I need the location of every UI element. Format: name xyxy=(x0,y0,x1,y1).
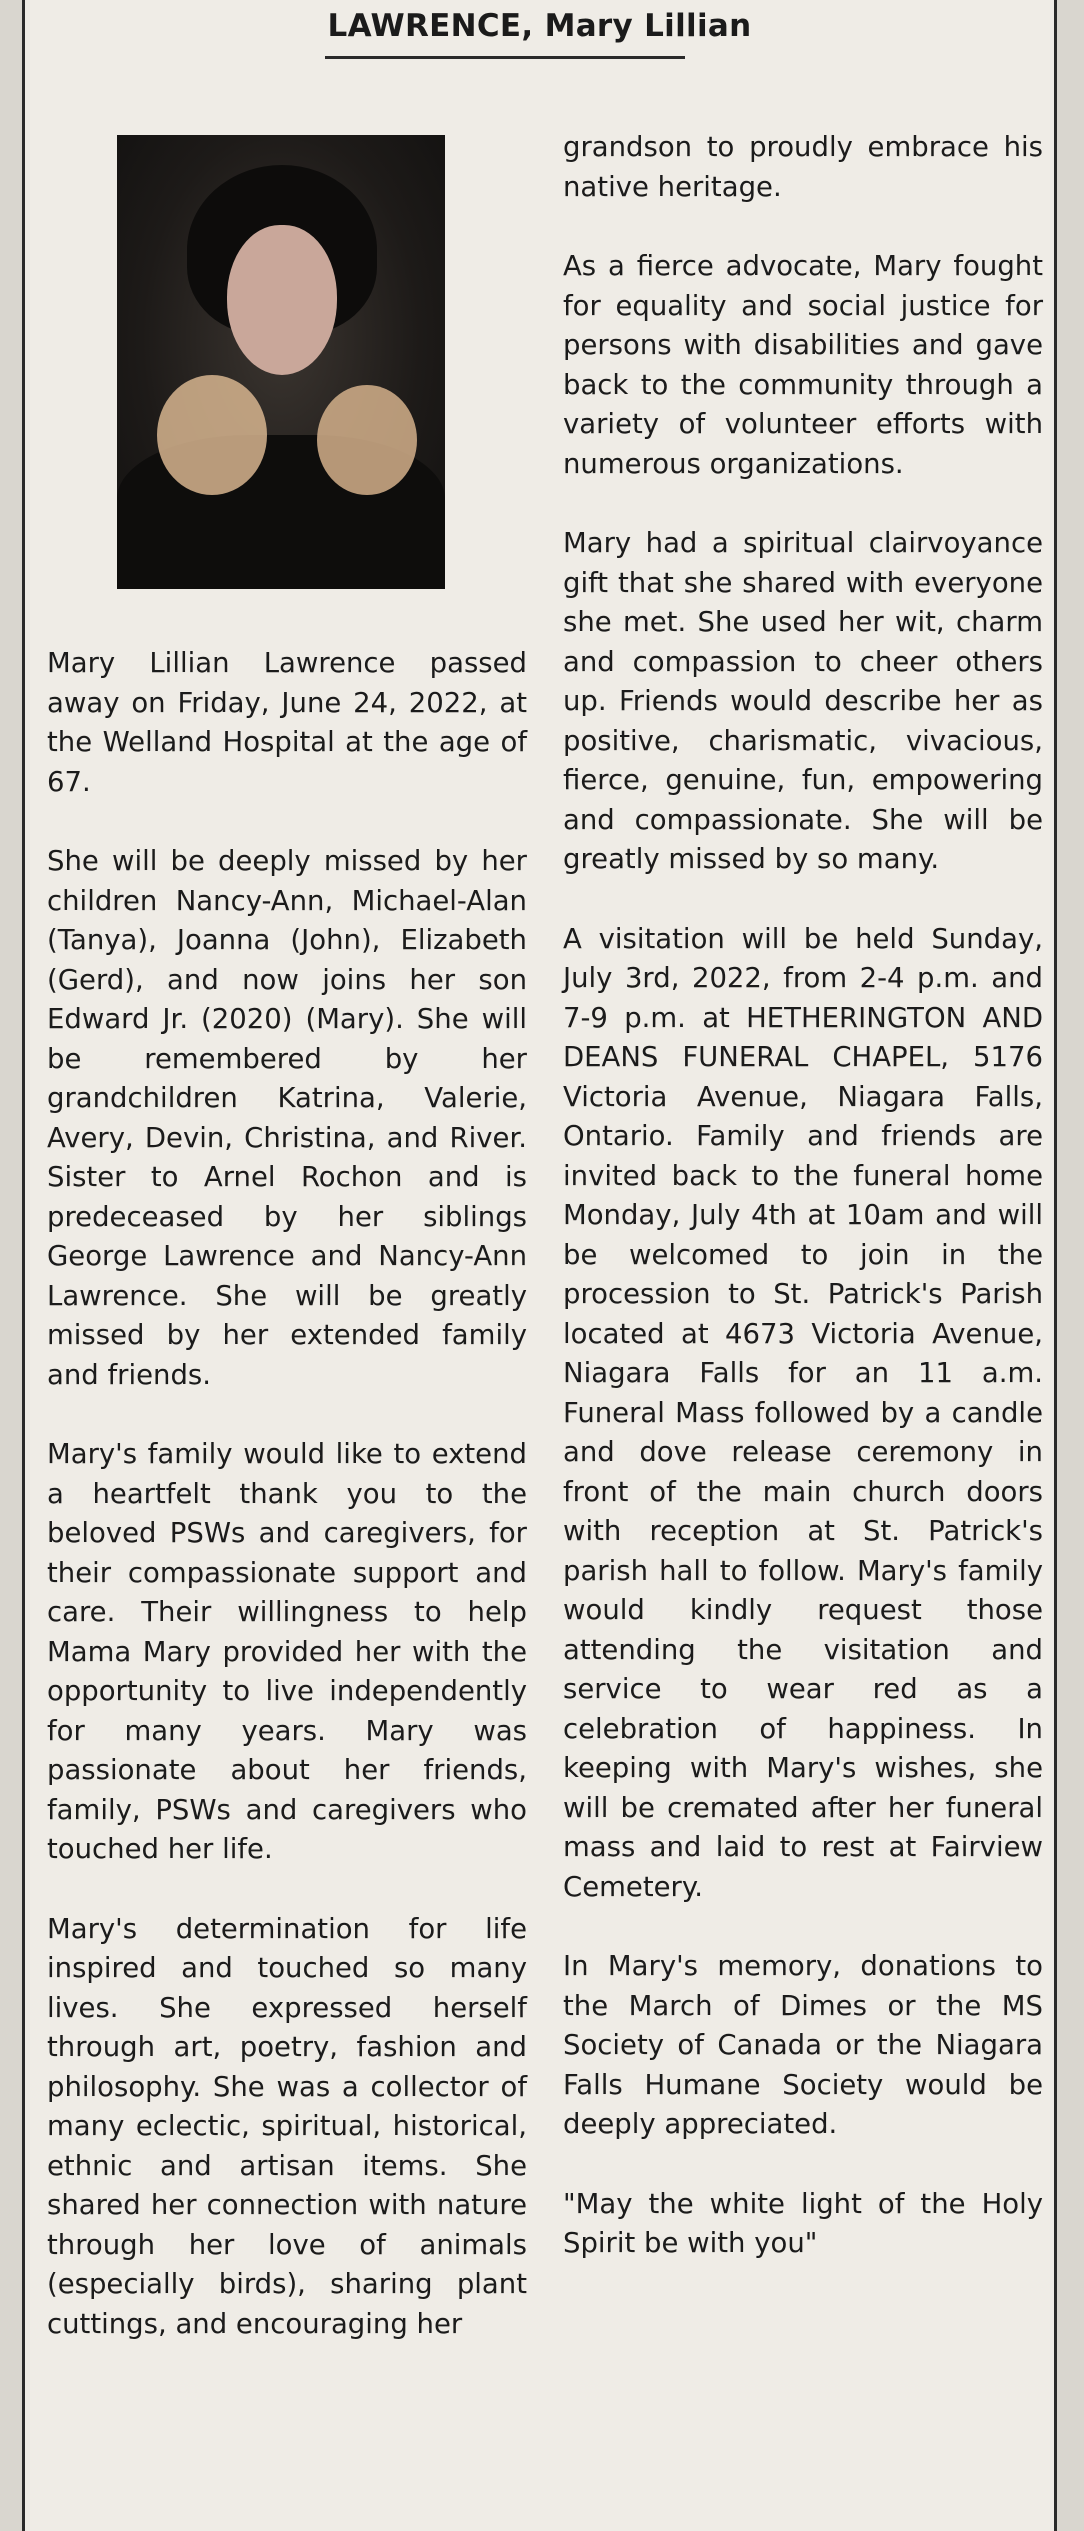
photo-boa-left-shape xyxy=(157,375,267,495)
obituary-frame xyxy=(22,0,1057,2531)
photo-face-shape xyxy=(227,225,337,375)
paragraph-determination: Mary's determination for life inspired and touched so many lives. She expressed herself through art, poetry, fashion and philosophy. She was a collector of many eclectic, spiritual, historical, ethnic and artisan items. She shared her connection with nature through her love of animals (especially birds), sharing plant cuttings, and encouraging her xyxy=(47,1912,527,2340)
paragraph-donations: In Mary's memory, donations to the March of Dimes or the MS Society of Canada or the Niagara Falls Humane Society would be deeply appreciated. xyxy=(563,1950,1043,2140)
paragraph-thanks: Mary's family would like to extend a heartfelt thank you to the beloved PSWs and caregivers, for their compassionate support and care. Their willingness to help Mama Mary provided her with the opportunity to live independently for many years. Mary was passionate about her friends, family, PSWs and caregivers who touched her life. xyxy=(47,1438,527,1865)
paragraph-family: She will be deeply missed by her children Nancy-Ann, Michael-Alan (Tanya), Joanna (John), Elizabeth (Gerd), and now joins her son Edward Jr. (2020) (Mary). She will be remembered by her grandchildren Katrina, Valerie, Avery, Devin, Christina, and River. Sister to Arnel Rochon and is predeceased by her siblings George Lawrence and Nancy-Ann Lawrence. She will be greatly missed by her extended family and friends. xyxy=(47,845,527,1391)
right-column xyxy=(563,128,1043,2264)
photo-boa-right-shape xyxy=(317,385,417,495)
heading-underline xyxy=(325,56,685,59)
paragraph-death-notice: Mary Lillian Lawrence passed away on Friday, June 24, 2022, at the Welland Hospital at the age of 67. xyxy=(47,647,527,798)
paragraph-spiritual: Mary had a spiritual clairvoyance gift that she shared with everyone she met. She used her wit, charm and compassion to cheer others up. Friends would describe her as positive, charismatic, vivacious, fierce, genuine, fun, empowering and compassionate. She will be greatly missed by so many. xyxy=(563,527,1043,875)
paragraph-visitation: A visitation will be held Sunday, July 3rd, 2022, from 2-4 p.m. and 7-9 p.m. at HETHERINGTON AND DEANS FUNERAL CHAPEL, 5176 Victoria Avenue, Niagara Falls, Ontario. Family and friends are invited back to the funeral home Monday, July 4th at 10am and will be welcomed to join in the procession to St. Patrick's Parish located at 4673 Victoria Avenue, Niagara Falls for an 11 a.m. Funeral Mass followed by a candle and dove release ceremony in front of the main church doors with reception at St. Patrick's parish hall to follow. Mary's family would kindly request those attending the visitation and service to wear red as a celebration of happiness. In keeping with Mary's wishes, she will be cremated after her funeral mass and laid to rest at Fairview Cemetery. xyxy=(563,922,1043,1903)
paragraph-quote: "May the white light of the Holy Spirit be with you" xyxy=(563,2187,1043,2259)
paragraph-heritage: grandson to proudly embrace his native heritage. xyxy=(563,131,1043,203)
paragraph-advocate: As a fierce advocate, Mary fought for equality and social justice for persons with disabilities and gave back to the community through a variety of volunteer efforts with numerous organizations. xyxy=(563,250,1043,480)
obituary-heading: LAWRENCE, Mary Lillian xyxy=(327,8,752,44)
left-column xyxy=(47,644,527,2344)
portrait-photo xyxy=(117,135,445,589)
